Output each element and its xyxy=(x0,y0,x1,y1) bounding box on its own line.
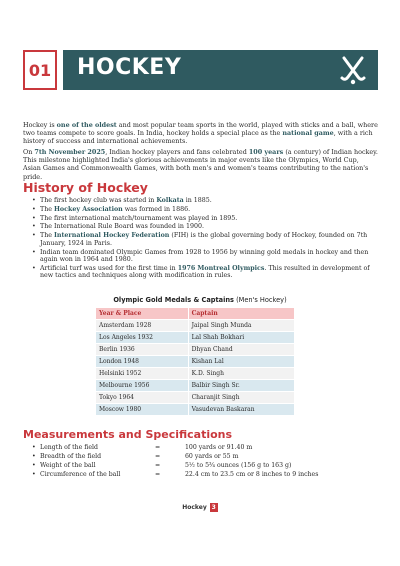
year-place-cell: Melbourne 1956 xyxy=(96,380,189,392)
text-run: Hockey is xyxy=(23,121,57,129)
history-item xyxy=(23,265,378,280)
year-place-cell: Moscow 1980 xyxy=(96,404,189,416)
highlight-text: Hockey Association xyxy=(53,205,123,213)
table-row xyxy=(96,392,295,404)
highlight-text: International Hockey Federation xyxy=(53,232,170,240)
text-run: (FIH) is the global governing body of Hockey, founded on 7th January, 1924 in Paris. xyxy=(40,232,368,247)
table-row xyxy=(96,380,295,392)
history-item xyxy=(23,223,378,231)
text-run: in 1885. xyxy=(183,197,212,204)
highlight-text: national game xyxy=(282,129,334,138)
captain-cell: Charanjit Singh xyxy=(188,392,294,404)
spec-row xyxy=(23,462,385,471)
text-run: and most popular team sports in the world, played with sticks and a ball, where two teams compete to score goals. In India, hockey holds a special place as the xyxy=(23,121,378,138)
table-row xyxy=(96,344,295,356)
spec-value: 100 yards or 91.40 m xyxy=(185,444,253,451)
text-run: Indian team dominated Olympic Games from 1928 to 1956 by winning gold medals in hockey and then again won in 1964 and 1980. xyxy=(40,248,369,264)
measurements-heading: Measurements and Specifications xyxy=(23,428,233,441)
captain-cell: Dhyan Chand xyxy=(188,344,294,356)
chapter-number: 01 xyxy=(23,50,57,90)
year-place-cell: Los Angeles 1932 xyxy=(96,332,189,344)
spec-value: 5½ to 5¾ ounces (156 g to 163 g) xyxy=(185,462,292,469)
page-footer xyxy=(0,503,400,512)
captain-cell: Kishan Lal xyxy=(188,356,294,368)
history-heading: History of Hockey xyxy=(23,180,148,195)
text-run: The first international match/tournament was played in 1895. xyxy=(40,214,238,222)
spec-equals: = xyxy=(155,444,161,451)
captain-cell: Lal Shah Bokhari xyxy=(188,332,294,344)
highlight-text: 100 years xyxy=(248,148,284,156)
intro-paragraph-2 xyxy=(23,148,378,181)
medals-table xyxy=(95,307,295,416)
medals-table-caption: Olympic Gold Medals & Captains (Men's Hockey) xyxy=(113,296,287,304)
captain-cell: K.D. Singh xyxy=(188,368,294,380)
column-header-captain: Captain xyxy=(188,308,294,320)
text-run: The first hockey club was started in xyxy=(40,197,157,204)
crossed-hockey-sticks-icon xyxy=(338,54,368,86)
chapter-title-bar xyxy=(63,50,378,90)
table-row xyxy=(96,320,295,332)
highlight-text: 7th November 2025 xyxy=(34,148,106,156)
captain-cell: Balbir Singh Sr. xyxy=(188,380,294,392)
year-place-cell: London 1948 xyxy=(96,356,189,368)
table-row xyxy=(96,404,295,416)
table-row xyxy=(96,368,295,380)
text-run: The International Rule Board was founded in 1900. xyxy=(40,223,205,231)
year-place-cell: Tokyo 1964 xyxy=(96,392,189,404)
history-item xyxy=(23,215,378,223)
text-run: (a century) of Indian hockey. This milestone highlighted India's glorious achievements in major events like the Olympics, World Cup, Asian Games and Commonwealth Games, with both men's and women's teams contributing to the nation's pride. xyxy=(23,148,378,181)
bullet: • xyxy=(32,453,36,460)
bullet: • xyxy=(32,462,36,469)
captain-cell: Vasudevan Baskaran xyxy=(188,404,294,416)
spec-label: Length of the field xyxy=(40,444,98,451)
chapter-header xyxy=(23,50,378,94)
highlight-text: 1976 Montreal Olympics xyxy=(177,264,265,272)
captain-cell: Jaipal Singh Munda xyxy=(188,320,294,332)
history-item xyxy=(23,232,378,247)
history-item xyxy=(23,197,378,205)
text-run: , with a rich history of success and international achievements. xyxy=(23,129,373,146)
spec-label: Circumference of the ball xyxy=(40,471,121,478)
text-run: On xyxy=(23,148,35,156)
bullet: • xyxy=(32,471,36,478)
spec-equals: = xyxy=(155,453,161,460)
chapter-title: HOCKEY xyxy=(77,55,182,80)
page-number: 3 xyxy=(211,504,216,511)
spec-label: Weight of the ball xyxy=(40,462,96,469)
highlight-text: one of the oldest xyxy=(56,121,117,129)
history-list xyxy=(23,197,378,281)
table-row xyxy=(96,332,295,344)
spec-value: 60 yards or 55 m xyxy=(185,453,239,460)
column-header-year-place: Year & Place xyxy=(96,308,189,320)
text-run: The xyxy=(40,205,54,213)
history-item xyxy=(23,249,378,264)
highlight-text: Kolkata xyxy=(156,197,184,204)
intro-paragraph-1 xyxy=(23,121,378,146)
table-row xyxy=(96,356,295,368)
text-run: was formed in 1886. xyxy=(122,205,191,213)
spec-value: 22.4 cm to 23.5 cm or 8 inches to 9 inches xyxy=(185,471,319,478)
bullet: • xyxy=(32,444,36,451)
year-place-cell: Berlin 1936 xyxy=(96,344,189,356)
spec-row xyxy=(23,471,385,480)
spec-row xyxy=(23,444,385,453)
year-place-cell: Helsinki 1952 xyxy=(96,368,189,380)
spec-equals: = xyxy=(155,471,161,478)
text-run: The xyxy=(40,232,54,240)
history-item xyxy=(23,206,378,214)
year-place-cell: Amsterdam 1928 xyxy=(96,320,189,332)
measurements-table xyxy=(23,444,385,480)
spec-label: Breadth of the field xyxy=(40,453,102,460)
footer-label: Hockey xyxy=(182,504,207,511)
text-run: . This resulted in development of new tactics and techniques along with modification in rules. xyxy=(40,264,370,280)
text-run: , Indian hockey players and fans celebrated xyxy=(105,148,249,156)
spec-row xyxy=(23,453,385,462)
text-run: Artificial turf was used for the first time in xyxy=(40,264,178,272)
spec-equals: = xyxy=(155,462,161,469)
